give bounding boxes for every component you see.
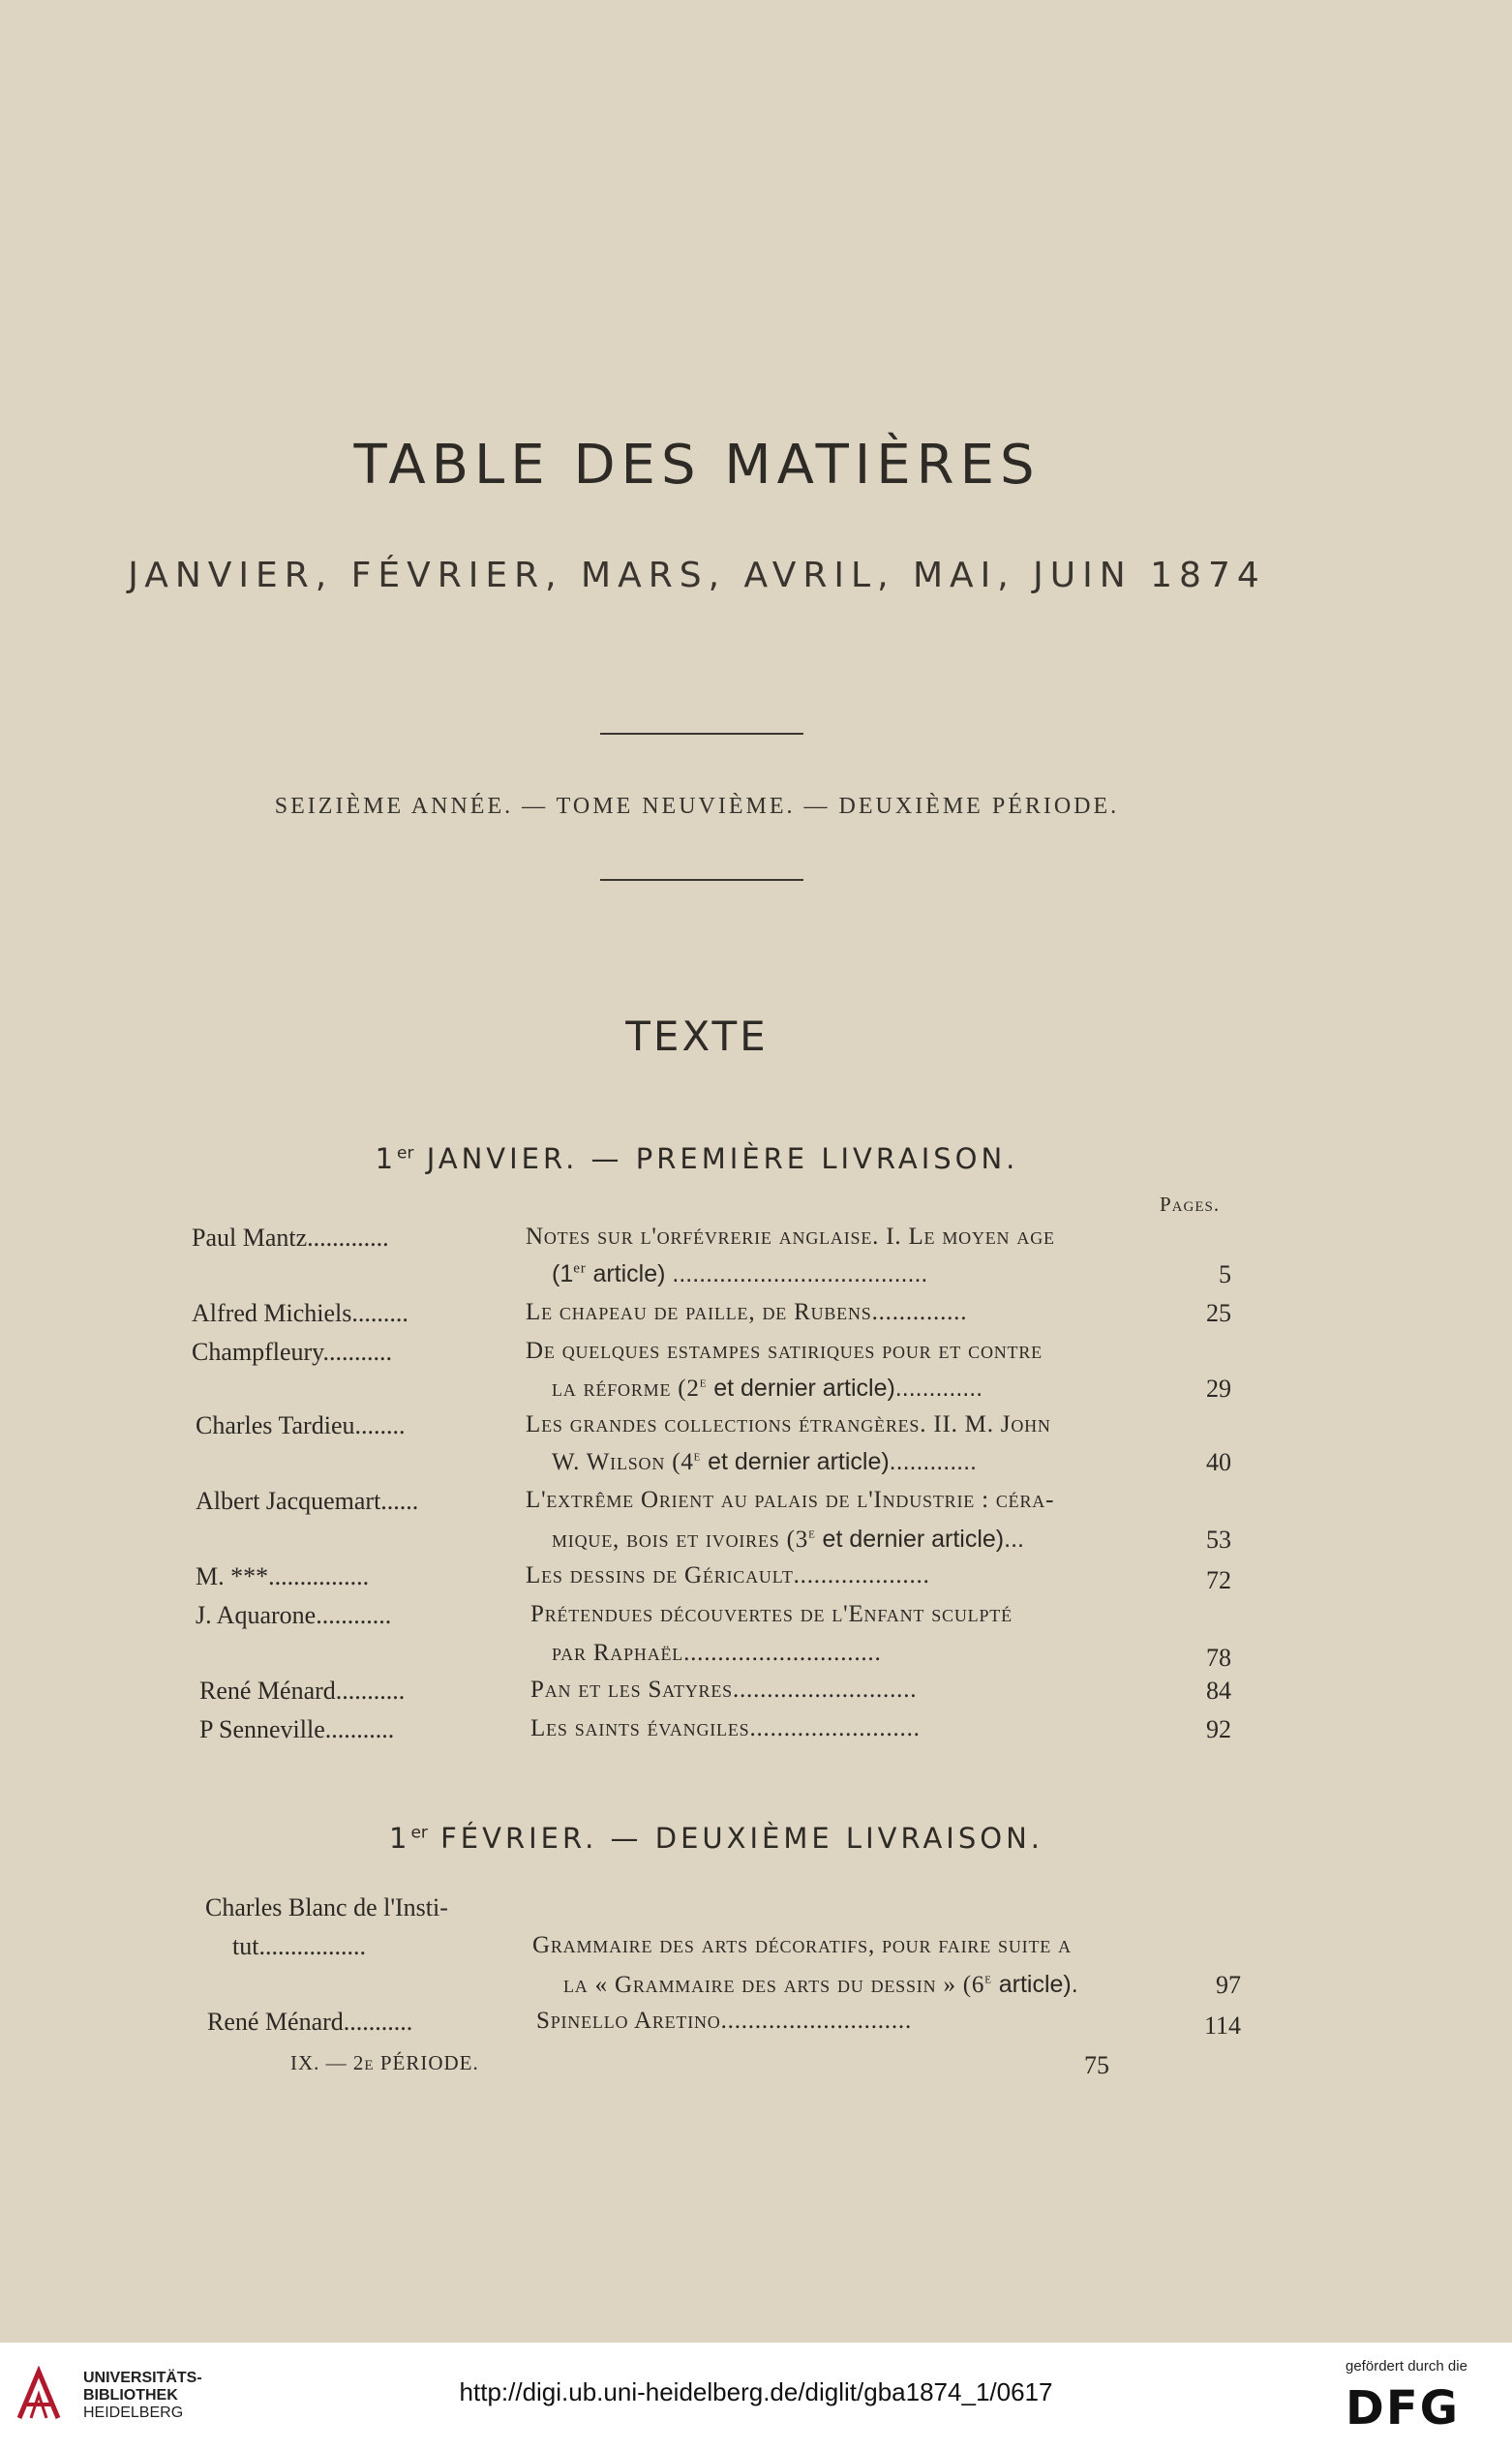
livraison-1-text: JANVIER. — PREMIÈRE LIVRAISON. (413, 1142, 1019, 1175)
months-line: JANVIER, FÉVRIER, MARS, AVRIL, MAI, JUIN 1874 (128, 556, 1266, 595)
livraison-2-text: FÉVRIER. — DEUXIÈME LIVRAISON. (427, 1822, 1043, 1855)
toc-page-number: 25 (1206, 1299, 1231, 1327)
toc-page-number: 78 (1206, 1644, 1231, 1672)
viewer-footer-bar (0, 2343, 1512, 2450)
toc-page-number: 5 (1219, 1260, 1231, 1288)
dfg-logo: DFG (1346, 2381, 1461, 2435)
university-library-name: UNIVERSITÄTS- BIBLIOTHEK HEIDELBERG (83, 2370, 202, 2421)
toc-title-continuation: (1er article) ...................................... (552, 1260, 928, 1287)
sheet-signature: IX. — 2e PÉRIODE. (290, 2051, 479, 2074)
toc-title-continuation: par Raphaël............................. (552, 1640, 882, 1666)
toc-title: Prétendues découvertes de l'Enfant sculpté (530, 1601, 1013, 1627)
toc-author-line1: Charles Blanc de l'Insti- (205, 1893, 448, 1921)
livraison-2-sup: er (410, 1823, 428, 1843)
toc-author: René Ménard........... (199, 1677, 406, 1705)
toc-title: L'extrême Orient au palais de l'Industrie : céra- (526, 1487, 1055, 1513)
toc-author: René Ménard........... (207, 2008, 413, 2036)
toc-title: Le chapeau de paille, de Rubens.............. (526, 1299, 968, 1325)
sheet-number: 75 (1084, 2051, 1109, 2079)
toc-page-number: 40 (1206, 1448, 1231, 1476)
toc-title-continuation: la réforme (2e et dernier article)............. (552, 1375, 983, 1402)
toc-page-number: 97 (1216, 1971, 1241, 1999)
livraison-1-sup: er (397, 1143, 414, 1164)
toc-title-continuation: W. Wilson (4e et dernier article)............. (552, 1448, 977, 1475)
page-title: TABLE DES MATIÈRES (353, 434, 1041, 497)
livraison-2-number: 1 (388, 1822, 411, 1855)
toc-title: Les saints évangiles......................... (530, 1715, 921, 1741)
toc-author: Albert Jacquemart...... (196, 1487, 419, 1515)
toc-title: Grammaire des arts décoratifs, pour faire suite a (532, 1932, 1072, 1958)
toc-title: Notes sur l'orfévrerie anglaise. I. Le moyen age (526, 1224, 1055, 1250)
toc-page-number: 72 (1206, 1566, 1231, 1594)
section-title: TEXTE (625, 1013, 769, 1060)
toc-author: Champfleury........... (192, 1338, 392, 1366)
livraison-1-number: 1 (375, 1142, 398, 1175)
toc-author: Charles Tardieu........ (196, 1411, 406, 1439)
pages-column-label: Pages. (1160, 1193, 1221, 1216)
divider-bottom (600, 879, 803, 881)
livraison-heading-1 (0, 1142, 1394, 1175)
toc-page-number: 53 (1206, 1526, 1231, 1554)
toc-author: P Senneville........... (199, 1715, 395, 1743)
toc-author: tut................. (232, 1932, 366, 1960)
toc-page-number: 29 (1206, 1375, 1231, 1403)
toc-title: De quelques estampes satiriques pour et contre (526, 1338, 1043, 1364)
toc-title: Les dessins de Géricault.................... (526, 1562, 930, 1588)
toc-title: Spinello Aretino............................ (536, 2008, 913, 2034)
toc-title: Les grandes collections étrangères. II. M. John (526, 1411, 1051, 1437)
livraison-heading-2 (19, 1822, 1413, 1855)
toc-page-number: 84 (1206, 1677, 1231, 1705)
toc-author: Alfred Michiels......... (192, 1299, 408, 1327)
toc-title-continuation: mique, bois et ivoires (3e et dernier article)... (552, 1526, 1024, 1553)
toc-title: Pan et les Satyres........................... (530, 1677, 918, 1703)
toc-author: M. ***................ (196, 1562, 370, 1590)
toc-page-number: 114 (1203, 2011, 1241, 2040)
volume-subtitle: SEIZIÈME ANNÉE. — TOME NEUVIÈME. — DEUXIÈME PÉRIODE. (274, 794, 1120, 819)
dfg-caption: gefördert durch die (1346, 2358, 1467, 2374)
divider-top (600, 733, 803, 735)
toc-author: J. Aquarone............ (196, 1601, 392, 1629)
permalink-url[interactable]: http://digi.ub.uni-heidelberg.de/diglit/gba1874_1/0617 (459, 2377, 1053, 2406)
toc-title-continuation: la « Grammaire des arts du dessin » (6e article). (563, 1971, 1078, 1998)
toc-author: Paul Mantz............. (192, 1224, 389, 1252)
toc-page-number: 92 (1206, 1715, 1231, 1743)
